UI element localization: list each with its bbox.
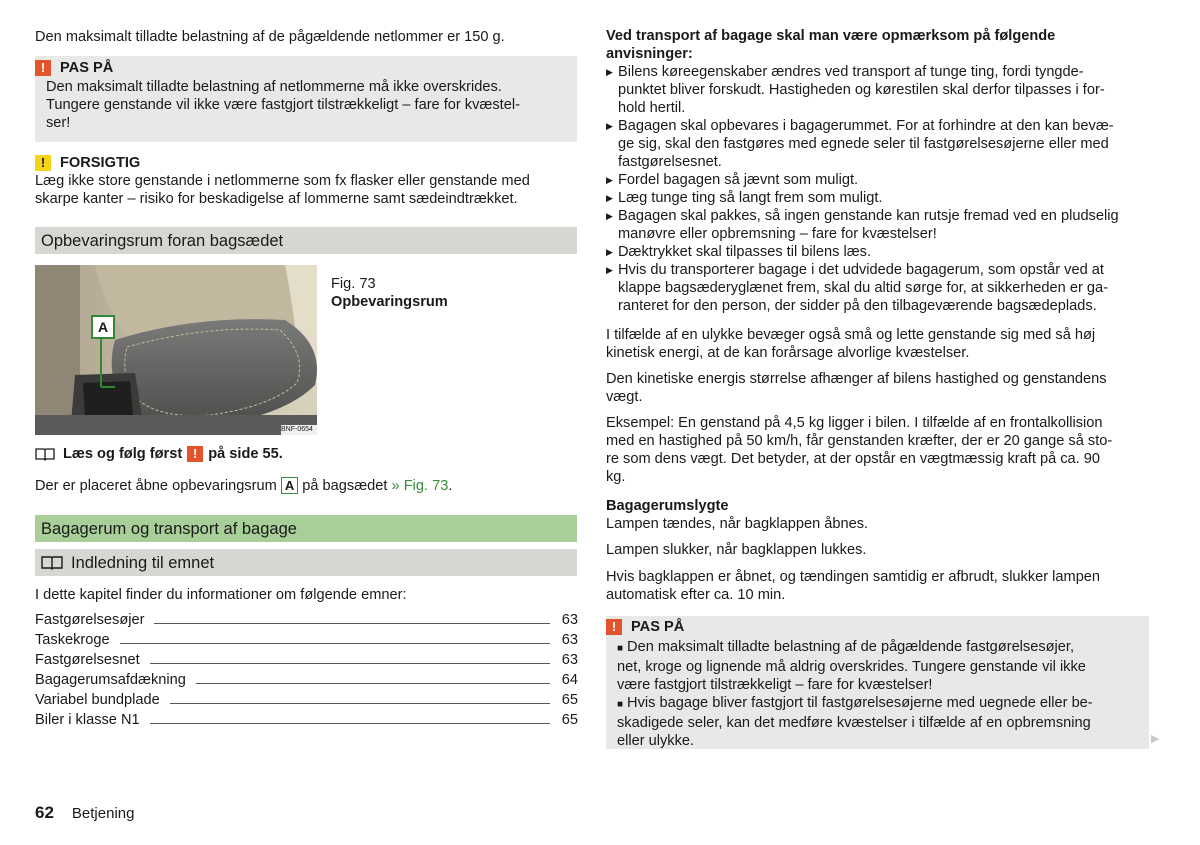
caution-line: skarpe kanter – risiko for beskadigelse af lommerne samt sædeindtrækket.	[35, 191, 518, 207]
toc-row[interactable]	[35, 611, 578, 631]
caution-line: Læg ikke store genstande i netlommerne som fx flasker eller genstande med	[35, 173, 530, 189]
toc-label: Biler i klasse N1	[35, 712, 140, 728]
figure-image	[35, 265, 317, 435]
heading-line: Ved transport af bagage skal man være opmærksom på følgende	[606, 28, 1056, 44]
paragraph-energy: Den kinetiske energis størrelse afhænger af bilens hastighed og genstandens vægt.	[606, 371, 1107, 405]
exclamation-icon: !	[35, 60, 51, 76]
footer-section: Betjening	[71, 805, 135, 822]
book-icon	[35, 447, 55, 461]
warning-box-2	[606, 616, 1149, 749]
toc-leader	[150, 723, 550, 724]
callout-a: A	[91, 315, 115, 339]
storage-text-before: Der er placeret åbne opbevaringsrum	[35, 478, 277, 494]
warning-line: Tungere genstande vil ikke være fastgjort tilstrækkeligt – fare for kvæstel-	[46, 97, 520, 113]
toc-page: 65	[561, 692, 578, 708]
section-heading-luggage: Bagagerum og transport af bagage	[35, 515, 577, 542]
read-first-line	[35, 445, 283, 463]
paragraph-example: Eksempel: En genstand på 4,5 kg ligger i bilen. I tilfælde af en frontalkollision med en hastighed på 50 km/h, får genstanden kræfter, der er 20 gange så sto- re som dens vægt. Det betyder, at der opstår en vægtmæssig kraft på ca. 90 kg.	[606, 415, 1113, 485]
toc-page: 63	[561, 612, 578, 628]
toc-page: 64	[561, 672, 578, 688]
section-heading-intro	[35, 549, 577, 576]
figure-caption	[331, 275, 448, 311]
caution-title: FORSIGTIG	[60, 155, 141, 171]
lamp-heading: Bagagerumslygte	[606, 498, 729, 514]
toc-label: Fastgørelsesnet	[35, 652, 140, 668]
intro-text: Den maksimalt tilladte belastning af de pågældende netlommer er 150 g.	[35, 29, 505, 45]
caution-box	[35, 154, 577, 208]
toc-leader	[196, 683, 550, 684]
exclamation-icon: !	[606, 619, 622, 635]
toc-page: 63	[561, 652, 578, 668]
chapter-intro: I dette kapitel finder du informationer om følgende emner:	[35, 587, 407, 603]
intro-heading-text: Indledning til emnet	[71, 553, 215, 572]
storage-text-end: .	[448, 478, 453, 494]
warning-items	[617, 638, 1142, 750]
toc-label: Taskekroge	[35, 632, 110, 648]
lamp-off-text: Lampen slukker, når bagklappen lukkes.	[606, 542, 867, 558]
section-heading-storage: Opbevaringsrum foran bagsædet	[35, 227, 577, 254]
toc-row[interactable]	[35, 631, 578, 651]
toc-leader	[150, 663, 550, 664]
figure-title: Opbevaringsrum	[331, 294, 448, 310]
page-number: 62	[35, 803, 54, 822]
toc-leader	[154, 623, 550, 624]
heading-line: anvisninger:	[606, 46, 693, 62]
exclamation-icon: !	[35, 155, 51, 171]
toc-leader	[120, 643, 550, 644]
page-footer	[35, 804, 134, 823]
figure-code: BNF-0654	[281, 426, 313, 433]
toc-row[interactable]	[35, 671, 578, 691]
warning-title: PAS PÅ	[60, 60, 114, 76]
toc-label: Variabel bundplade	[35, 692, 160, 708]
caution-header	[35, 154, 577, 172]
toc-page: 65	[561, 712, 578, 728]
storage-text-middle: på bagsædet	[302, 478, 388, 494]
toc-label: Fastgørelsesøjer	[35, 612, 145, 628]
list-item: ▶ Bilens køreegenskaber ændres ved transport af tunge ting, fordi tyngde- punktet bliver forskudt. Hastigheden og kørestilen skal derfor tilpasses i for- hold hertil.	[606, 63, 1166, 117]
warning-box	[35, 56, 577, 142]
toc-list	[35, 611, 578, 731]
figure-number: Fig. 73	[331, 276, 376, 292]
read-first-suffix: på side 55.	[208, 446, 283, 462]
arrow-right-icon[interactable]: ▶	[1151, 733, 1160, 745]
list-item: ▶ Dæktrykket skal tilpasses til bilens læs.	[606, 243, 1166, 261]
toc-label: Bagagerumsafdækning	[35, 672, 186, 688]
figure-link[interactable]: » Fig. 73	[391, 478, 449, 494]
list-item: ▶ Bagagen skal opbevares i bagagerummet. For at forhindre at den kan bevæ- ge sig, skal den fastgøres med egnede seler til fastgørelsesøjerne eller med fastgørelsesnet.	[606, 117, 1166, 171]
toc-row[interactable]	[35, 651, 578, 671]
list-item: ▶ Fordel bagagen så jævnt som muligt.	[606, 171, 1166, 189]
paragraph-kinetic: I tilfælde af en ulykke bevæger også små og lette genstande sig med så høj kinetisk energi, at de kan forårsage alvorlige kvæstelser.	[606, 327, 1096, 361]
transport-bullets	[606, 63, 1166, 315]
warning-item: ■ Den maksimalt tilladte belastning af de pågældende fastgørelsesøjer, net, kroge og lignende må aldrig overskrides. Tungere genstande vil ikke være fastgjort tilstrækkeligt – fare for kvæstelser!	[617, 639, 1086, 693]
toc-leader	[170, 703, 550, 704]
warning-line: Den maksimalt tilladte belastning af netlommerne må ikke overskrides.	[46, 79, 502, 95]
rear-seat-photo	[35, 265, 317, 435]
warning-header	[606, 618, 684, 636]
warning-header	[35, 59, 113, 77]
storage-text	[35, 477, 452, 495]
toc-row[interactable]	[35, 711, 578, 731]
warning-title: PAS PÅ	[631, 619, 685, 635]
list-item: ▶ Læg tunge ting så langt frem som muligt.	[606, 189, 1166, 207]
callout-a-inline: A	[281, 477, 298, 494]
exclamation-icon: !	[187, 446, 203, 462]
lamp-auto-text: Hvis bagklappen er åbnet, og tændingen samtidig er afbrudt, slukker lampen automatisk efter ca. 10 min.	[606, 569, 1101, 603]
warning-line: ser!	[46, 115, 71, 131]
read-first-prefix: Læs og følg først	[63, 446, 183, 462]
lamp-on-text: Lampen tændes, når bagklappen åbnes.	[606, 516, 869, 532]
warning-item: ■ Hvis bagage bliver fastgjort til fastgørelsesøjerne med uegnede eller be- skadigede seler, kan det medføre kvæstelser i tilfælde af en opbremsning eller ulykke.	[617, 695, 1093, 749]
toc-row[interactable]	[35, 691, 578, 711]
list-item: ▶ Bagagen skal pakkes, så ingen genstande kan rutsje fremad ved en pludselig manøvre eller opbremsning – fare for kvæstelser!	[606, 207, 1166, 243]
book-icon	[41, 555, 63, 570]
toc-page: 63	[561, 632, 578, 648]
list-item: ▶ Hvis du transporterer bagage i det udvidede bagagerum, som opstår ved at klappe bagsæderyglænet frem, skal du altid sørge for, at sikkerheden er ga- ranteret for den person, der sidder på den tilbageværende bagsædeplads.	[606, 261, 1166, 315]
transport-heading	[606, 27, 1166, 63]
